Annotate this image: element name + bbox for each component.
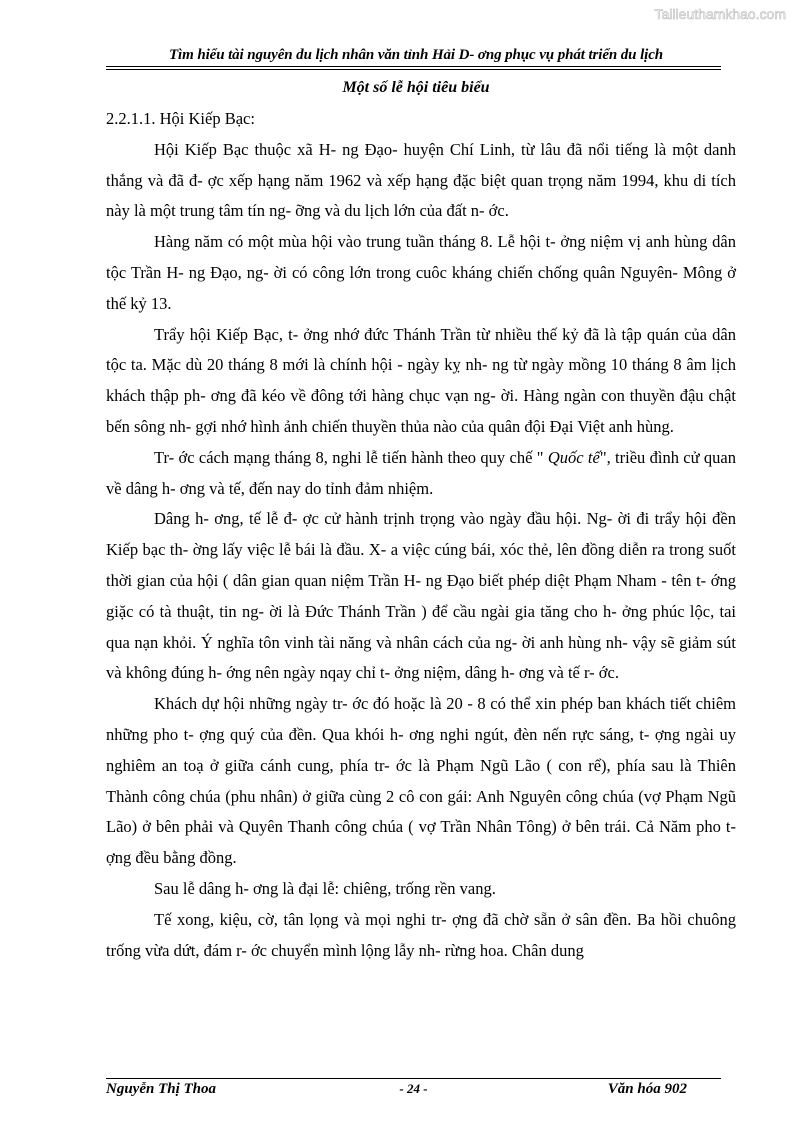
section-title: Một số lễ hội tiêu biểu xyxy=(342,79,490,96)
paragraph: Hàng năm có một mùa hội vào trung tuần tháng 8. Lễ hội t- ởng niệm vị anh hùng dân tộc Trần H- ng Đạo, ng- ời có công lớn trong cuôc kháng chiến chống quân Nguyên- Mông ở thế kỷ 13. xyxy=(106,232,736,313)
page-number: - 24 - xyxy=(399,1081,428,1096)
paragraph-text: ", triều đình cử quan về dâng h- ơng và tế, đến nay do tỉnh đảm nhiệm. xyxy=(106,447,736,498)
footer-course: Văn hóa 902 xyxy=(607,1081,687,1097)
footer xyxy=(106,1081,721,1101)
paragraph: Trẩy hội Kiếp Bạc, t- ởng nhớ đức Thánh Trần từ nhiều thế kỷ đã là tập quán của dân tộc ta. Mặc dù 20 tháng 8 mới là chính hội - ngày kỵ nh- ng từ ngày mồng 10 tháng 8 âm lịch khách thập ph- ơng đã kéo về đông tới hàng chục vạn ng- ời. Hàng ngàn con thuyền đậu chật bến sông nh- gợi nhớ hình ảnh chiến thuyền thủa nào của quân đội Đại Việt anh hùng. xyxy=(106,324,736,436)
paragraph: Hội Kiếp Bạc thuộc xã H- ng Đạo- huyện Chí Linh, từ lâu đã nổi tiếng là một danh thắng và đã đ- ợc xếp hạng năm 1962 và xếp hạng đặc biệt quan trọng năm 1994, khu di tích này là một trung tâm tín ng- ỡng và du lịch lớn của đất n- ớc. xyxy=(106,139,736,221)
paragraph: Sau lễ dâng h- ơng là đại lễ: chiêng, trống rền vang. xyxy=(154,878,496,898)
footer-rule xyxy=(106,1078,721,1079)
header-rule-double xyxy=(106,69,721,70)
paragraph: Tế xong, kiệu, cờ, tân lọng và mọi nghi tr- ợng đã chờ sẵn ở sân đền. Ba hồi chuông trống vừa dứt, đám r- ớc chuyển mình lộng lẫy nh- rừng hoa. Chân dung xyxy=(106,909,736,960)
paragraph: Dâng h- ơng, tế lễ đ- ợc cử hành trịnh trọng vào ngày đầu hội. Ng- ời đi trẩy hội đền Kiếp bạc th- ờng lấy việc lễ bái là đầu. X- a việc cúng bái, xóc thẻ, lên đồng diễn ra trong suốt thời gian của hội ( dân gian quan niệm Trần H- ng Đạo biết phép diệt Phạm Nham - tên t- ớng giặc có tà thuật, tin ng- ời là Đức Thánh Trần ) để cầu ngài gia tăng cho h- ởng phúc lộc, tai qua nạn khỏi. Ý nghĩa tôn vinh tài năng và nhân cách của ng- ời anh hùng nh- vậy sẽ giảm sút và không đúng h- ớng nên ngày nqay chỉ t- ởng niệm, dâng h- ơng và tế r- ớc. xyxy=(106,509,736,683)
italic-term: Quốc tế xyxy=(547,447,600,467)
header-rule xyxy=(106,66,721,67)
paragraph xyxy=(106,443,736,505)
paragraph-text: Tr- ớc cách mạng tháng 8, nghi lễ tiến hành theo quy chế " xyxy=(154,447,548,467)
paragraph: Khách dự hội những ngày tr- ớc đó hoặc là 20 - 8 có thể xin phép ban khách tiết chiêm những pho t- ợng quý của đền. Qua khói h- ơng nghi ngút, đèn nến rực sáng, t- ợng ngài uy nghiêm an toạ ở giữa cánh cung, phía tr- ớc là Phạm Ngũ Lão ( con rể), phía sau là Thiên Thành công chúa (phu nhân) ở giữa cùng 2 cô con gái: Anh Nguyên công chúa (vợ Phạm Ngũ Lão) ở bên phải và Quyên Thanh công chúa ( vợ Trần Nhân Tông) ở bên trái. Cả Năm pho t- ợng đều bằng đồng. xyxy=(106,694,736,868)
document-body xyxy=(106,104,736,966)
subsection-heading: 2.2.1.1. Hội Kiếp Bạc: xyxy=(106,109,255,128)
footer-author: Nguyễn Thị Thoa xyxy=(106,1081,217,1097)
watermark: Tailieuthamkhao.com xyxy=(654,6,786,22)
running-header: Tìm hiểu tài nguyên du lịch nhân văn tỉnh Hải D- ơng phục vụ phát triển du lịch xyxy=(168,47,663,63)
